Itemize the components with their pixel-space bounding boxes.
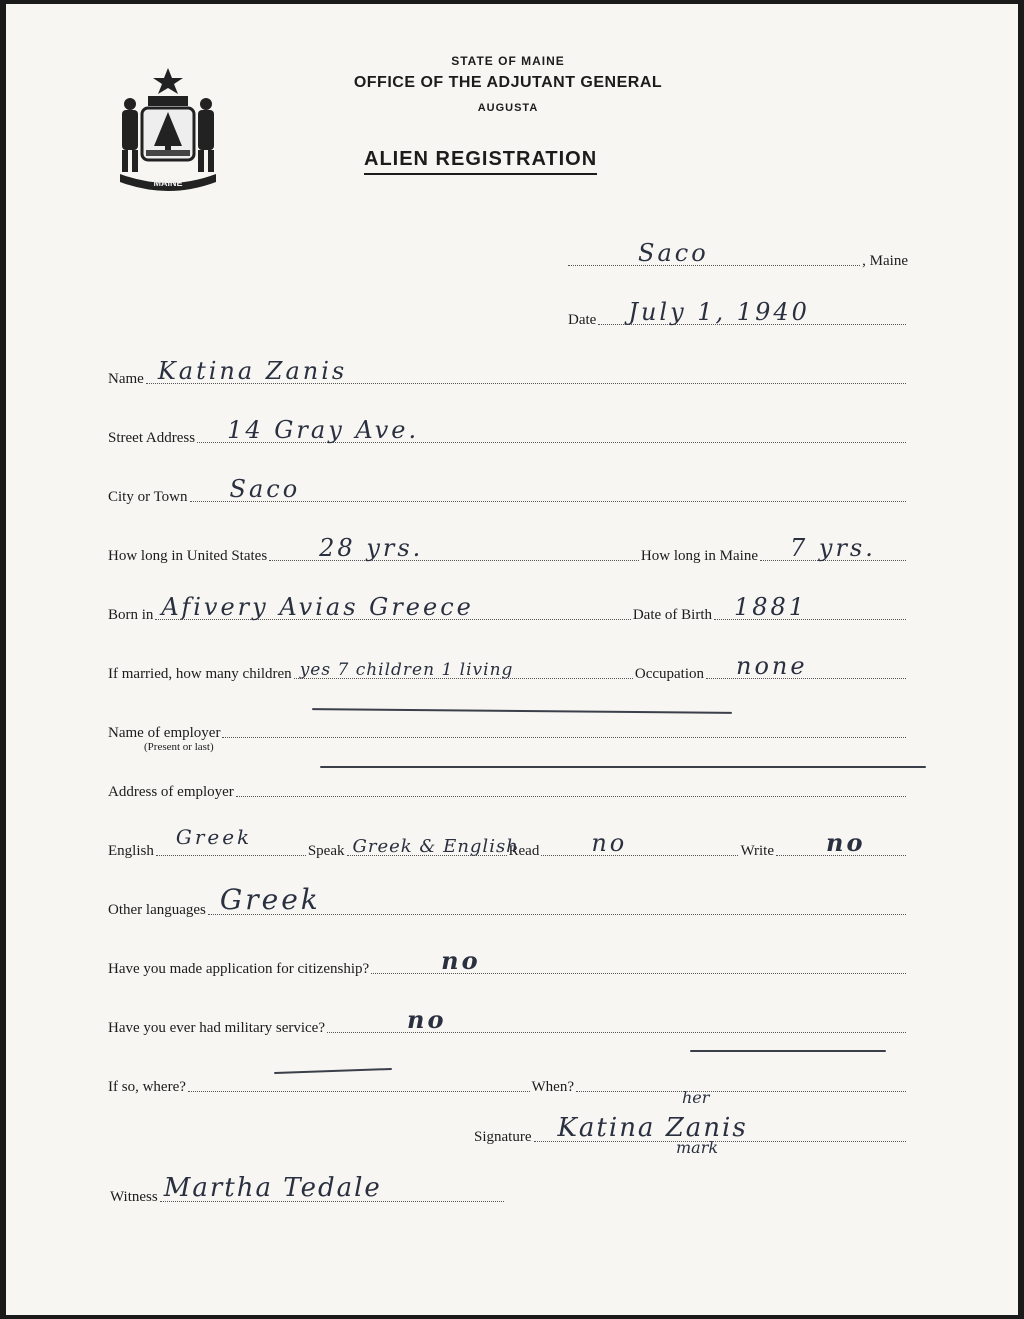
signature-label: Signature bbox=[474, 1129, 532, 1145]
name-value: Katina Zanis bbox=[157, 357, 348, 385]
occupation-label: Occupation bbox=[634, 666, 704, 682]
date-line bbox=[568, 298, 908, 329]
form-title: ALIEN REGISTRATION bbox=[364, 148, 597, 175]
military-label: Have you ever had military service? bbox=[108, 1020, 325, 1036]
employer-address-label: Address of employer bbox=[108, 784, 234, 800]
military-value: no bbox=[407, 1005, 447, 1034]
birth-line bbox=[108, 593, 908, 624]
employer-line bbox=[108, 722, 908, 742]
duration-line bbox=[108, 534, 908, 565]
witness-value: Martha Tedale bbox=[163, 1173, 382, 1203]
military-line bbox=[108, 1005, 908, 1037]
employer-label: Name of employer bbox=[108, 725, 221, 741]
children-value: yes 7 children 1 living bbox=[299, 660, 514, 680]
us-years-label: How long in United States bbox=[108, 548, 268, 564]
maine-years-value: 7 yrs. bbox=[790, 534, 876, 562]
street-label: Street Address bbox=[108, 430, 196, 446]
seal-text: MAINE bbox=[153, 178, 183, 188]
where-when-line bbox=[108, 1076, 908, 1096]
signature-value: Katina Zanis bbox=[557, 1113, 748, 1143]
when-label: When? bbox=[531, 1079, 574, 1095]
witness-label: Witness bbox=[110, 1189, 158, 1205]
citizenship-line bbox=[108, 946, 908, 978]
header-state: STATE OF MAINE bbox=[451, 54, 565, 68]
date-label: Date bbox=[568, 312, 597, 328]
english-label: English bbox=[108, 843, 154, 859]
name-label: Name bbox=[108, 371, 144, 387]
town-value: Saco bbox=[638, 239, 709, 267]
children-label: If married, how many children bbox=[108, 666, 292, 682]
address-dash-stroke bbox=[320, 766, 926, 768]
us-years-value: 28 yrs. bbox=[319, 534, 424, 562]
employer-sublabel: (Present or last) bbox=[144, 741, 214, 753]
language-line bbox=[108, 825, 908, 860]
other-languages-label: Other languages bbox=[108, 902, 206, 918]
header-office: OFFICE OF THE ADJUTANT GENERAL bbox=[353, 74, 663, 91]
form-page bbox=[6, 4, 1018, 1315]
english-value: Greek bbox=[175, 825, 253, 849]
born-value: Afivery Avias Greece bbox=[161, 593, 474, 621]
street-value: 14 Gray Ave. bbox=[227, 416, 420, 444]
read-label: Read bbox=[508, 843, 540, 859]
header-city: AUGUSTA bbox=[477, 102, 539, 114]
town-line bbox=[566, 239, 908, 270]
city-value: Saco bbox=[229, 475, 301, 503]
witness-line bbox=[110, 1173, 506, 1206]
citizenship-value: no bbox=[441, 946, 481, 975]
other-languages-line bbox=[108, 883, 908, 919]
other-languages-value: Greek bbox=[219, 883, 321, 916]
city-label: City or Town bbox=[108, 489, 188, 505]
signature-mark-bottom: mark bbox=[676, 1138, 719, 1157]
city-line bbox=[108, 475, 908, 506]
town-suffix: , Maine bbox=[862, 253, 908, 269]
write-value: no bbox=[826, 828, 866, 857]
born-label: Born in bbox=[108, 607, 154, 623]
street-line bbox=[108, 416, 908, 447]
dob-value: 1881 bbox=[734, 593, 808, 621]
date-value: July 1, 1940 bbox=[628, 298, 810, 326]
occupation-value: none bbox=[736, 652, 808, 680]
children-line bbox=[108, 652, 908, 683]
employer-address-line bbox=[108, 781, 908, 801]
write-label: Write bbox=[740, 843, 774, 859]
military-dash-stroke bbox=[690, 1050, 886, 1052]
where-dash-stroke bbox=[274, 1068, 392, 1074]
employer-dash-stroke bbox=[312, 708, 732, 714]
maine-years-label: How long in Maine bbox=[640, 548, 758, 564]
citizenship-label: Have you made application for citizenship? bbox=[108, 961, 370, 977]
speak-value: Greek & English bbox=[352, 836, 519, 857]
where-label: If so, where? bbox=[108, 1079, 186, 1095]
read-value: no bbox=[591, 829, 628, 857]
speak-label: Speak bbox=[307, 843, 345, 859]
signature-mark-top: her bbox=[682, 1088, 710, 1107]
dob-label: Date of Birth bbox=[632, 607, 712, 623]
name-line bbox=[108, 357, 908, 388]
